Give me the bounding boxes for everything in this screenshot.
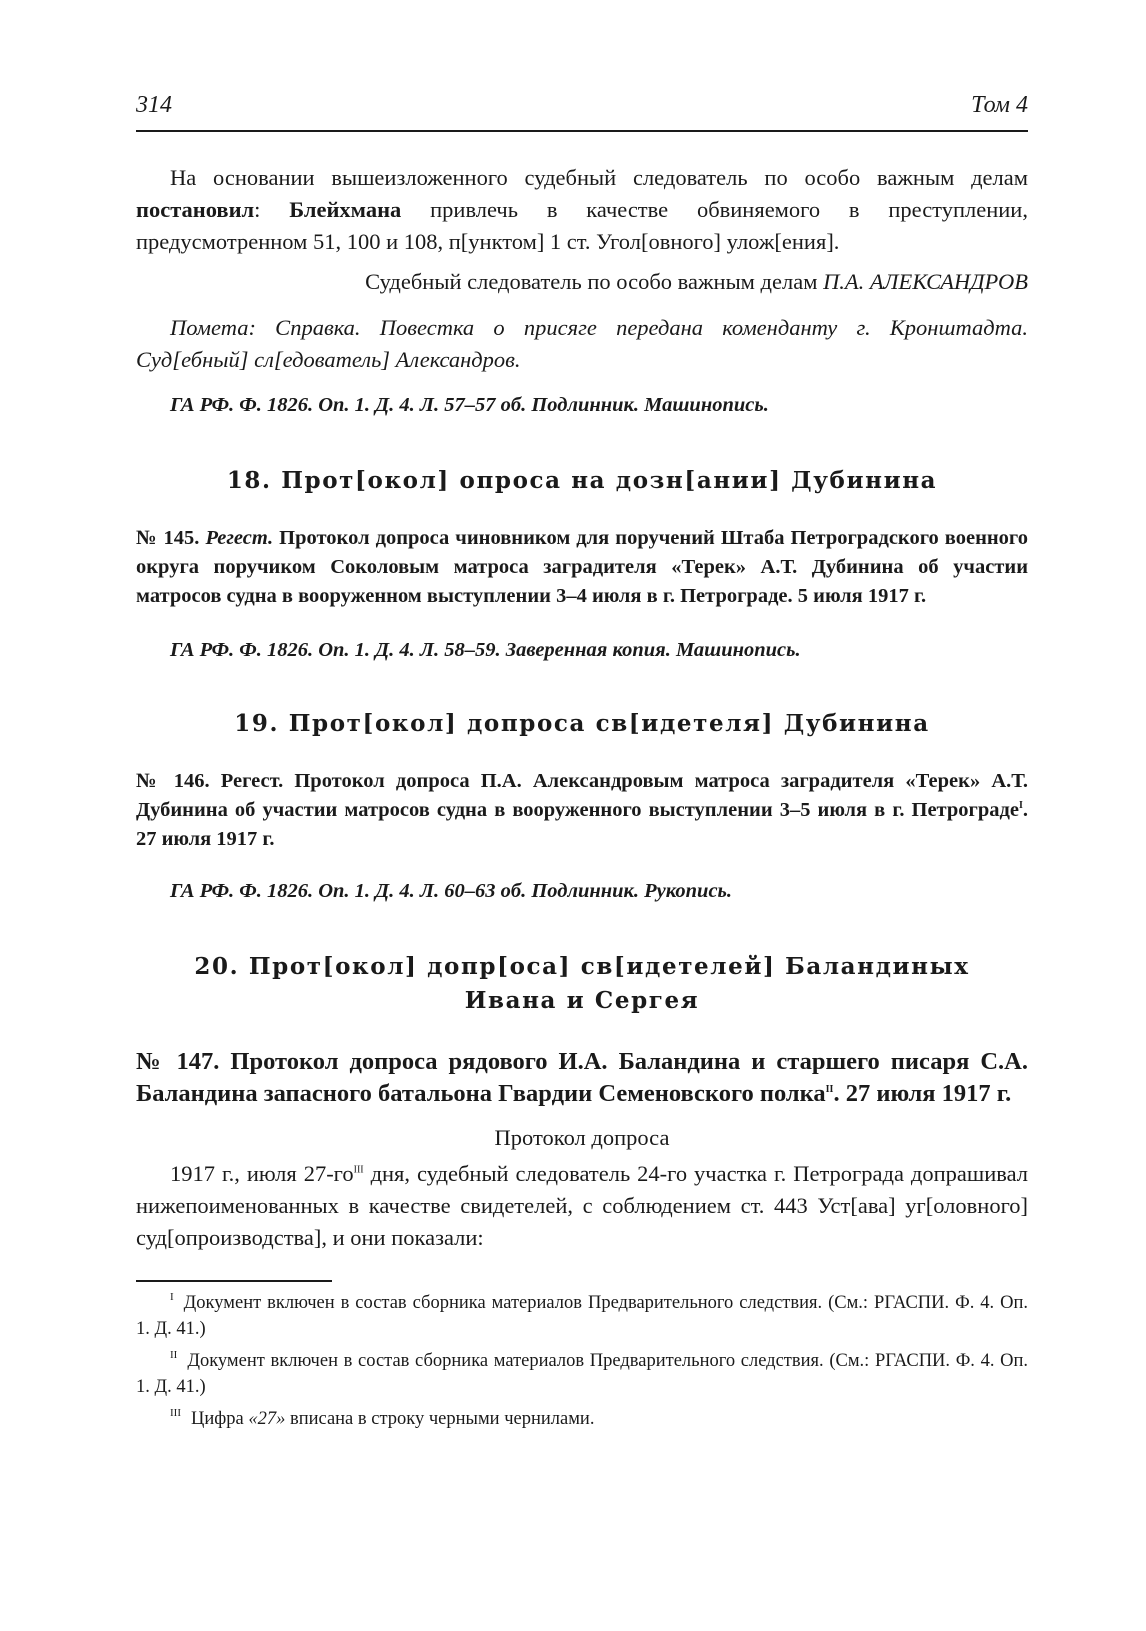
footnote-ref-3[interactable]: III — [353, 1164, 364, 1176]
doc-20-heading-line-2: Ивана и Сергея — [464, 987, 700, 1014]
doc-18-regest-label: Регест. — [205, 527, 274, 549]
protocol-text: дня, судебный следователь 24-го участка г. Петрограда допрашивал нижепоименованных в качестве свидетелей, с соблюдением ст. 443 Уст[ава] уг[оловного] суд[опроизводства], и они показали: — [136, 1161, 1028, 1250]
doc-19-heading: 19. Прот[окол] допроса св[идетеля] Дубинина — [234, 710, 930, 737]
decision-text-end: привлечь в качестве обвиняемого в преступлении, предусмотренном 51, 100 и 108, п[унктом] 1 ст. Угол[овного] улож[ения]. — [136, 197, 1028, 254]
doc-20-title — [136, 1046, 1028, 1110]
signature-name: П.А. АЛЕКСАНДРОВ — [823, 269, 1028, 294]
footnote-2-text: Документ включен в состав сборника материалов Предварительного следствия. (См.: РГАСПИ. Ф. 4. Оп. 1. Д. 41.) — [136, 1350, 1028, 1397]
protocol-date: 1917 г., июля 27-го — [170, 1161, 354, 1186]
doc-18-number: № 145. — [136, 527, 206, 549]
running-header — [136, 86, 1028, 132]
doc-18-regest-text: Протокол допроса чиновником для поручений Штаба Петроградского военного округа поручиком Соколовым матроса заградителя «Терек» А.Т. Дубинина об участии матросов судна в вооруженном выступлении 3–4 июля в г. Петрограде. 5 июля 1917 г. — [136, 527, 1028, 607]
doc-20-date: . 27 июля 1917 г. — [833, 1080, 1012, 1107]
footnote-3 — [136, 1406, 1028, 1432]
doc-19-date: . 27 июля 1917 г. — [136, 799, 1028, 850]
document-page — [136, 86, 1028, 1432]
footnote-ref-2[interactable]: II — [825, 1083, 834, 1095]
decision-colon: : — [254, 197, 290, 222]
footnote-1-text: Документ включен в состав сборника материалов Предварительного следствия. (См.: РГАСПИ. Ф. 4. Оп. 1. Д. 41.) — [136, 1292, 1028, 1339]
doc-19-regest-text: № 146. Регест. Протокол допроса П.А. Александровым матроса заградителя «Терек» А.Т. Дубинина об участии матросов судна в вооруженного выступлении 3–5 июля в г. Петрограде — [136, 770, 1028, 821]
decision-verb: постановил — [136, 197, 255, 222]
protocol-subheading: Протокол допроса — [494, 1125, 670, 1150]
footnote-2 — [136, 1348, 1028, 1400]
doc-18-source: ГА РФ. Ф. 1826. Оп. 1. Д. 4. Л. 58–59. Заверенная копия. Машинопись. — [170, 639, 801, 661]
footnote-1 — [136, 1290, 1028, 1342]
volume-label: Том 4 — [971, 92, 1028, 118]
decision-paragraph — [136, 162, 1028, 258]
archive-source-1: ГА РФ. Ф. 1826. Оп. 1. Д. 4. Л. 57–57 об. Подлинник. Машинопись. — [170, 394, 769, 416]
doc-19-source: ГА РФ. Ф. 1826. Оп. 1. Д. 4. Л. 60–63 об. Подлинник. Рукопись. — [170, 880, 733, 902]
doc-18-regest — [136, 524, 1028, 611]
doc-18-heading: 18. Прот[окол] опроса на дозн[ании] Дубинина — [226, 467, 938, 494]
signature-title: Судебный следователь по особо важным делам — [365, 269, 824, 294]
signature-line — [136, 266, 1028, 298]
protocol-body — [136, 1158, 1028, 1254]
accused-name: Блейхмана — [289, 197, 402, 222]
footnote-ref-1[interactable]: I — [1018, 800, 1023, 812]
doc-20-title-text: № 147. Протокол допроса рядового И.А. Баландина и старшего писаря С.А. Баландина запасного батальона Гвардии Семеновского полка — [136, 1048, 1028, 1107]
decision-text: На основании вышеизложенного судебный следователь по особо важным делам — [170, 165, 1028, 190]
page-number: 314 — [136, 92, 172, 118]
annotation-note: Помета: Справка. Повестка о присяге передана коменданту г. Кронштадта. Суд[ебный] сл[едователь] Александров. — [136, 315, 1028, 372]
doc-19-regest — [136, 767, 1028, 854]
footnote-1-mark: I — [170, 1291, 174, 1304]
footnote-2-mark: II — [170, 1349, 178, 1362]
footnote-3-quote: «27» — [248, 1408, 286, 1429]
footnote-divider — [136, 1280, 332, 1282]
footnote-3-text: Цифра — [191, 1408, 249, 1429]
doc-20-heading-line-1: 20. Прот[окол] допр[оса] св[идетелей] Баландиных — [194, 953, 970, 980]
doc-20-heading — [136, 950, 1028, 1018]
footnote-3-mark: III — [170, 1407, 181, 1420]
footnote-3-text-end: вписана в строку черными чернилами. — [285, 1408, 595, 1429]
